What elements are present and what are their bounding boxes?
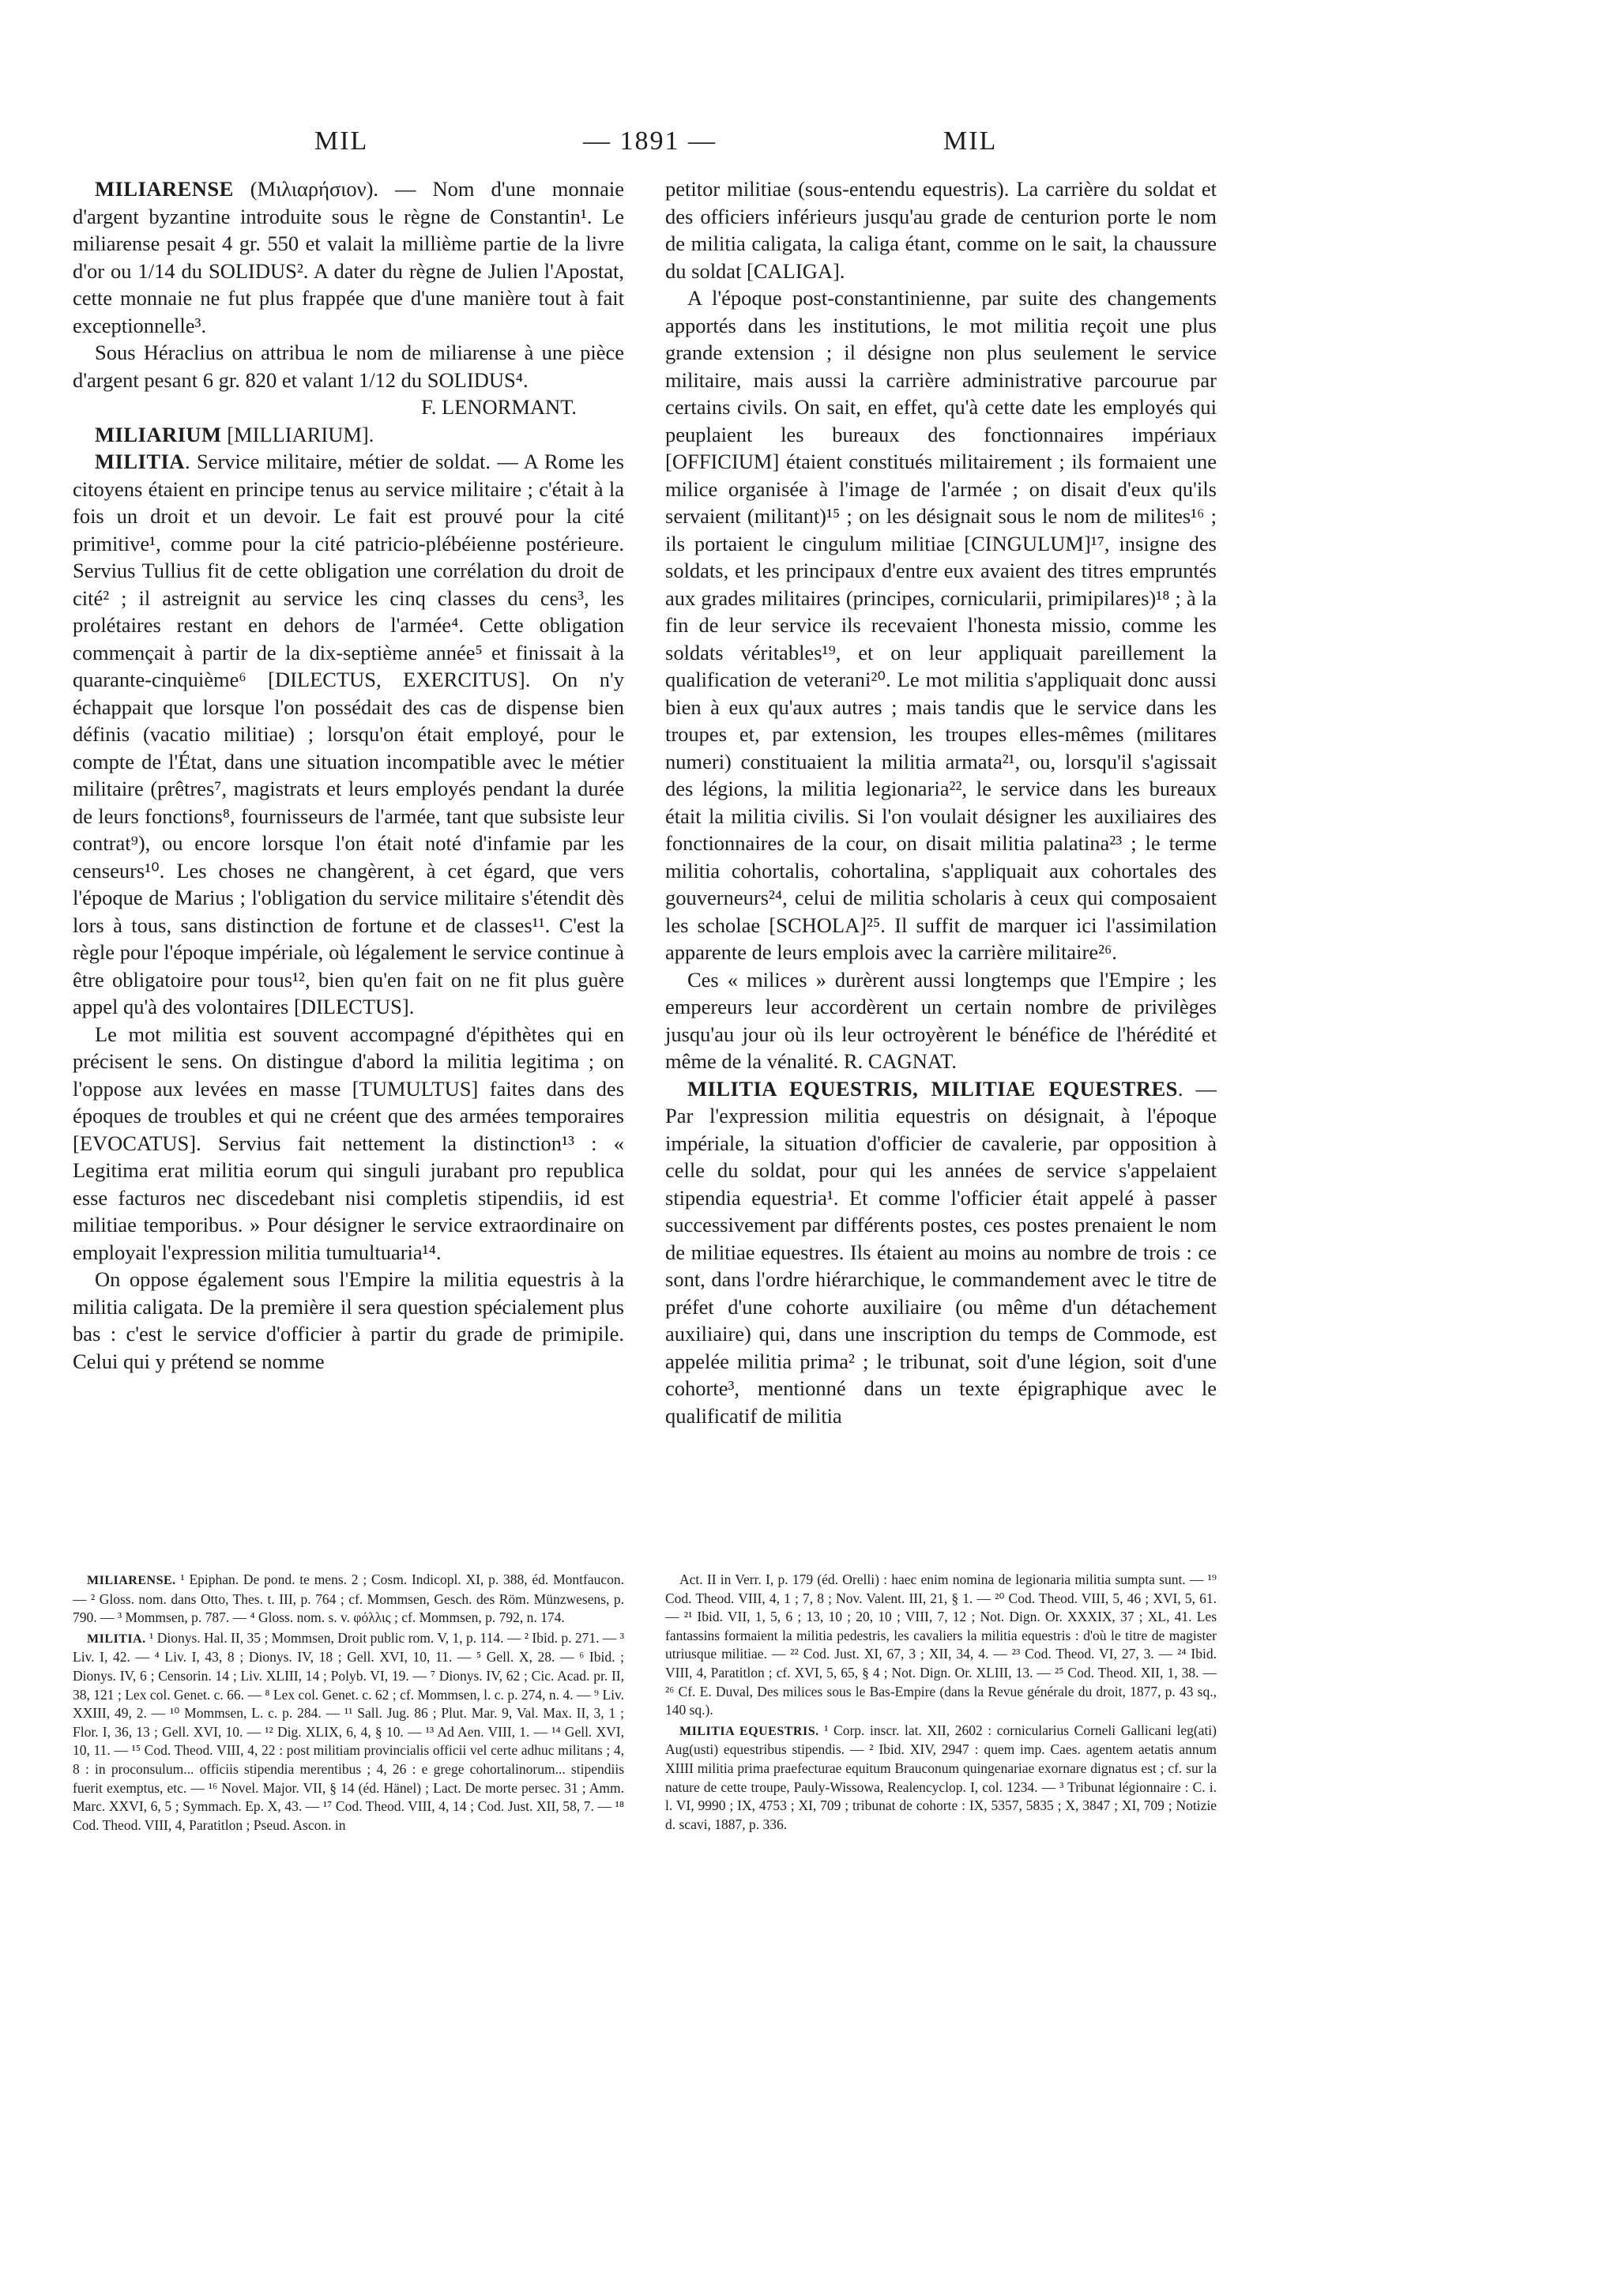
running-head-right: MIL [943,126,998,156]
left-footnote-paragraph [73,1571,624,1628]
left-column-paragraph [73,393,624,421]
left-footnote-entry-head: MILITIA. [87,1632,146,1646]
right-footnote-entry-head: MILITIA EQUESTRIS. [679,1724,819,1738]
right-footnote-paragraph [665,1722,1217,1835]
right-column-paragraph [665,284,1217,966]
left-column-text: (Μιλιαρήσιον). — Nom d'une monnaie d'argent byzantine introduite sous le règne de Constantin¹. Le miliarense pesait 4 gr. 550 et valait la millième partie de la livre d'or ou 1/14 du SOLIDUS². A dater du règne de Julien l'Apostat, cette monnaie ne fut plus frappée que d'une manière tout à fait exceptionnelle³. [73,177,624,337]
left-footnotes [73,1571,624,1836]
left-column-text: On oppose également sous l'Empire la militia equestris à la militia caligata. De la première il sera question spécialement plus bas : c'est le service d'officier à partir du grade de primipile. Celui qui y prétend se nomme [73,1267,624,1373]
left-column-text: [MILLIARIUM]. [221,422,374,446]
right-column-entry-head: MILITIA EQUESTRIS, MILITIAE EQUESTRES [687,1076,1178,1101]
right-column-text: . — Par l'expression militia equestris on désignait, à l'époque impériale, la situation d'officier de cavalerie, par opposition à celle du soldat, pour qui les années de service s'appelaient stipendia equestria¹. Et comme l'officier était appelé à passer successivement par différents postes, ces postes prenaient le nom de militiae equestres. Ils étaient au moins au nombre de trois : ce sont, dans l'ordre hiérarchique, le commandement avec le titre de préfet d'une cohorte auxiliaire (ou même d'un détachement auxiliaire) qui, dans une inscription du temps de Commode, est appelée militia prima² ; le tribunat, soit d'une légion, soit d'une cohorte³, mentionné dans un texte épigraphique avec le qualificatif de militia [665,1076,1217,1428]
left-column-entry-head: MILIARIUM [95,422,222,446]
running-head-left: MIL [314,126,369,156]
left-column-paragraph [73,1266,624,1375]
left-column-text: . Service militaire, métier de soldat. — A Rome les citoyens étaient en principe tenus au service militaire ; c'était à la fois un droit et un devoir. Le fait est prouvé pour la cité primitive¹, comme pour la cité patricio-plébéienne postérieure. Servius Tullius fit de cette obligation une corrélation du droit de cité² ; il astreignit au service les cinq classes du cens³, les prolétaires restant en dehors de l'armée⁴. Cette obligation commençait à partir de la dix-septième année⁵ et finissait à la quarante-cinquième⁶ [DILECTUS, EXERCITUS]. On n'y échappait que lorsque l'on possédait des cas de dispense bien définis (vacatio militiae) ; lorsqu'on était employé, pour le compte de l'État, dans une situation incompatible avec le métier militaire (prêtres⁷, magistrats et leurs employés pendant la durée de leurs fonctions⁸, fournisseurs de l'armée, tant que subsiste leur contrat⁹), ou encore lorsque l'on était noté d'infamie par les censeurs¹⁰. Les choses ne changèrent, à cet égard, que vers l'époque de Marius ; l'obligation du service militaire s'étendit dès lors à tous, sans distinction de fortune et de classes¹¹. C'est la règle pour l'époque impériale, où légalement le service continue à être obligatoire pour tous¹², bien qu'en fait on ne fit plus guère appel qu'à des volontaires [DILECTUS]. [73,450,624,1018]
right-column-text: A l'époque post-constantinienne, par suite des changements apportés dans les institutions, le mot militia reçoit une plus grande extension ; il désigne non plus seulement le service militaire, mais aussi la carrière administrative parcourue par certains civils. On sait, en effet, qu'à cette date les employés qui peuplaient les bureaux des fonctionnaires impériaux [OFFICIUM] étaient constitués militairement ; ils formaient une milice organisée à l'image de l'armée ; on disait d'eux qu'ils servaient (militant)¹⁵ ; on les désignait sous le nom de milites¹⁶ ; ils portaient le cingulum militiae [CINGULUM]¹⁷, insigne des soldats, et les principaux d'entre eux avaient des titres empruntés aux grades militaires (principes, cornicularii, primipilares)¹⁸ ; à la fin de leur service ils recevaient l'honesta missio, comme les soldats véritables¹⁹, et on leur appliquait pareillement la qualification de veterani²⁰. Le mot militia s'appliquait donc aussi bien à eux qu'aux autres ; mais tandis que le service dans les troupes et, par extension, les troupes elles-mêmes (militares numeri) constituaient la militia armata²¹, ou, lorsqu'il s'agissait des légions, la militia legionaria²², le service dans les bureaux était la militia civilis. Si l'on voulait désigner les auxiliaires des fonctionnaires de la cour, on disait militia palatina²³ ; le terme militia cohortalis, cohortalina, s'appliquait aux cohortales des gouverneurs²⁴, celui de militia scholaris à ceux qui composaient les scholae [SCHOLA]²⁵. Il suffit de marquer ici l'assimilation apparente de leurs emplois avec la carrière militaire²⁶. [665,286,1217,964]
left-column-entry-head: MILIARENSE [95,177,234,201]
right-column-text: Ces « milices » durèrent aussi longtemps que l'Empire ; les empereurs leur accordèrent un certain nombre de privilèges jusqu'au jour où ils leur octroyèrent le bénéfice de l'hérédité et même de la vénalité. R. CAGNAT. [665,967,1217,1073]
left-footnote-entry-head: MILIARENSE. [87,1574,176,1587]
right-column [665,175,1217,1429]
right-column-paragraph [665,1075,1217,1430]
left-column-paragraph [73,175,624,339]
left-column-entry-head: MILITIA [95,450,185,473]
page-number: — 1891 — [583,126,717,156]
right-column-paragraph [665,966,1217,1075]
left-column-paragraph [73,421,624,449]
left-column-text: F. LENORMANT. [421,395,577,419]
left-column-text: Le mot militia est souvent accompagné d'épithètes qui en précisent le sens. On distingue d'abord la militia legitima ; on l'oppose aux levées en masse [TUMULTUS] faites dans des époques de troubles et qui ne créent que des armées temporaires [EVOCATUS]. Servius fait nettement la distinction¹³ : « Legitima erat militia eorum qui singuli jurabant pro republica esse facturos nec discedebant nisi completis stipendiis, id est militiae temporibus. » Pour désigner le service extraordinaire on employait l'expression militia tumultuaria¹⁴. [73,1022,624,1264]
left-footnote-text: ¹ Dionys. Hal. II, 35 ; Mommsen, Droit public rom. V, 1, p. 114. — ² Ibid. p. 271. — ³ Liv. I, 42. — ⁴ Liv. I, 43, 8 ; Dionys. IV, 18 ; Gell. XVI, 10, 11. — ⁵ Gell. X, 28. — ⁶ Ibid. ; Dionys. IV, 6 ; Censorin. 14 ; Liv. XLIII, 14 ; Polyb. VI, 19. — ⁷ Dionys. IV, 62 ; Cic. Acad. pr. II, 38, 121 ; Lex col. Genet. c. 66. — ⁸ Lex col. Genet. c. 62 ; cf. Mommsen, l. c. p. 274, n. 4. — ⁹ Liv. XXIII, 49, 2. — ¹⁰ Mommsen, L. c. p. 284. — ¹¹ Sall. Jug. 86 ; Plut. Mar. 9, Val. Max. II, 3, 1 ; Flor. I, 36, 13 ; Gell. XVI, 10. — ¹² Dig. XLIX, 6, 4, § 10. — ¹³ Ad Aen. VIII, 1. — ¹⁴ Gell. XVI, 10, 11. — ¹⁵ Cod. Theod. VIII, 4, 22 : post militiam provincialis officii vel certe adhuc militans ; 4, 8 : in proconsulum... officiis stipendia merentibus ; 4, 26 : e grege cohortalinorum... stipendiis fuerit exemptus, etc. — ¹⁶ Novel. Major. VII, § 14 (éd. Hänel) ; Lact. De morte persec. 31 ; Amm. Marc. XXVI, 6, 5 ; Symmach. Ep. X, 43. — ¹⁷ Cod. Theod. VIII, 4, 14 ; Cod. Just. XII, 58, 7. — ¹⁸ Cod. Theod. VIII, 4, Paratitlon ; Pseud. Ascon. in [73,1629,624,1833]
left-footnote-text: ¹ Epiphan. De pond. te mens. 2 ; Cosm. Indicopl. XI, p. 388, éd. Montfaucon. — ² Gloss. nom. dans Otto, Thes. t. III, p. 764 ; cf. Mommsen, Gesch. des Röm. Münzwesens, p. 790. — ³ Mommsen, p. 787. — ⁴ Gloss. nom. s. v. φόλλις ; cf. Mommsen, p. 792, n. 174. [73,1571,624,1626]
left-column-paragraph [73,339,624,393]
left-column-paragraph [73,448,624,1021]
right-column-paragraph [665,175,1217,284]
right-footnote-paragraph [665,1571,1217,1720]
right-footnote-text: ¹ Corp. inscr. lat. XII, 2602 : cornicularius Corneli Gallicani leg(ati) Aug(usti) equestribus stipendis. — ² Ibid. XIV, 2947 : quem imp. Caes. agentem aetatis annum XIIII militia prima praefecturae equitum Brauconum quingenariae exornare dignatus est ; cf. sur la nature de cette troupe, Pauly-Wissowa, Realencyclop. I, col. 1234. — ³ Tribunat légionnaire : C. i. l. VI, 9990 ; IX, 4753 ; XI, 709 ; tribunat de cohorte : IX, 5357, 5835 ; X, 3847 ; XI, 709 ; Notizie d. scavi, 1887, p. 336. [665,1722,1217,1832]
left-column-text: Sous Héraclius on attribua le nom de miliarense à une pièce d'argent pesant 6 gr. 820 et valant 1/12 du SOLIDUS⁴. [73,341,624,392]
left-column [73,175,624,1375]
left-column-paragraph [73,1021,624,1267]
right-footnote-text: Act. II in Verr. I, p. 179 (éd. Orelli) : haec enim nomina de legionaria militia sumpta sunt. — ¹⁹ Cod. Theod. VIII, 4, 1 ; 7, 8 ; Nov. Valent. III, 21, § 1. — ²⁰ Cod. Theod. VIII, 5, 46 ; XVI, 5, 61. — ²¹ Ibid. VII, 1, 5, 6 ; 13, 10 ; 20, 10 ; VIII, 7, 12 ; Not. Dign. Or. XXXIX, 37 ; XL, 41. Les fantassins formaient la militia pedestris, les cavaliers la militia equestris : d'où le titre de magister utriusque militiae. — ²² Cod. Just. XI, 67, 3 ; XII, 34, 4. — ²³ Cod. Theod. VI, 27, 3. — ²⁴ Ibid. VIII, 4, Paratitlon ; cf. XVI, 5, 65, § 4 ; Not. Dign. Or. XLIII, 13. — ²⁵ Cod. Theod. XII, 1, 38. — ²⁶ Cf. E. Duval, Des milices sous le Bas-Empire (dans la Revue générale du droit, 1877, p. 43 sq., 140 sq.). [665,1571,1217,1718]
right-footnotes [665,1571,1217,1835]
right-column-text: petitor militiae (sous-entendu equestris). La carrière du soldat et des officiers inférieurs jusqu'au grade de centurion porte le nom de militia caligata, la caliga étant, comme on le sait, la chaussure du soldat [CALIGA]. [665,177,1217,283]
left-footnote-paragraph [73,1629,624,1835]
